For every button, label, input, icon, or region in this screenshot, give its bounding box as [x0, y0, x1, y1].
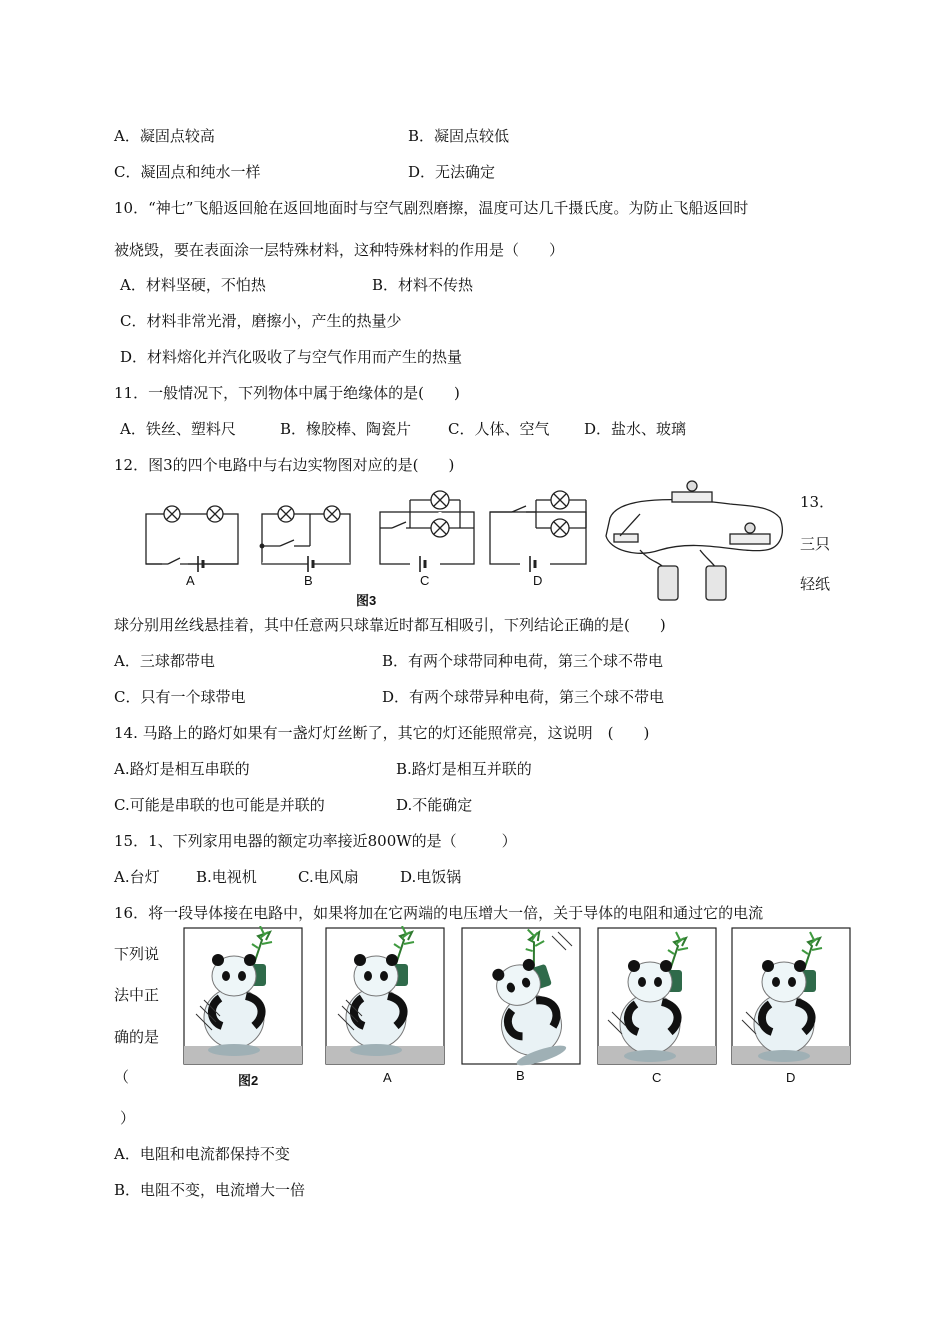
q13-option-b: B．有两个球带同种电荷，第三个球不带电: [382, 652, 664, 670]
q11-option-b: B．橡胶棒、陶瓷片: [280, 420, 412, 438]
panda-panel-a: [326, 926, 444, 1064]
circuit-label-c: C: [420, 573, 430, 588]
panda-panel-fig2: [184, 926, 302, 1064]
panda-label-a: A: [383, 1070, 392, 1085]
q13-option-a: A．三球都带电: [114, 652, 215, 670]
circuit-c-diagram: [380, 491, 474, 572]
q11-stem: 11．一般情况下，下列物体中属于绝缘体的是( ): [114, 384, 460, 402]
q14-option-b: B.路灯是相互并联的: [396, 760, 532, 778]
circuit-label-a: A: [186, 573, 195, 588]
panda-label-fig2: 图2: [238, 1073, 259, 1088]
q16-option-b: B．电阻不变，电流增大一倍: [114, 1181, 306, 1199]
q12-stem: 12．图3的四个电路中与右边实物图对应的是( ): [114, 456, 455, 474]
circuit-label-b: B: [304, 573, 313, 588]
q10-stem-line1: 10．“神七”飞船返回舱在返回地面时与空气剧烈磨擦，温度可达几千摄氏度。为防止飞船返回时: [114, 199, 749, 217]
q16-option-a: A．电阻和电流都保持不变: [114, 1145, 290, 1163]
q11-option-c: C．人体、空气: [448, 420, 550, 438]
panda-label-b: B: [516, 1068, 525, 1083]
q9-option-b: B．凝固点较低: [408, 127, 510, 145]
panda-panel-c: [598, 928, 716, 1064]
q10-option-d: D．材料熔化并汽化吸收了与空气作用而产生的热量: [120, 348, 463, 366]
q16-text-piece-3: 确的是: [114, 1028, 160, 1046]
q10-option-c: C．材料非常光滑，磨擦小，产生的热量少: [120, 312, 402, 330]
q14-option-a: A.路灯是相互串联的: [114, 760, 250, 778]
circuit-figure: [140, 478, 788, 610]
q13-text-piece-1: 三只: [800, 535, 831, 553]
q10-option-a: A．材料坚硬，不怕热: [120, 276, 266, 294]
circuit-b-diagram: [260, 506, 350, 572]
q16-text-piece-2: 法中正: [114, 986, 160, 1004]
panda-label-c: C: [652, 1070, 662, 1085]
q13-number: 13．: [800, 493, 835, 511]
q11-option-d: D．盐水、玻璃: [584, 420, 687, 438]
q9-option-a: A．凝固点较高: [114, 127, 215, 145]
q11-option-a: A．铁丝、塑料尺: [120, 420, 236, 438]
q9-option-d: D．无法确定: [408, 163, 496, 181]
panda-figure: [182, 926, 852, 1068]
q13-text-piece-2: 轻纸: [800, 575, 831, 593]
panda-panel-b: [462, 926, 580, 1068]
q14-stem: 14. 马路上的路灯如果有一盏灯灯丝断了，其它的灯还能照常亮，这说明 ( ): [114, 724, 650, 742]
q15-stem: 15．1、下列家用电器的额定功率接近800W的是（ ）: [114, 832, 517, 850]
q15-option-b: B.电视机: [196, 868, 257, 886]
q15-option-d: D.电饭锅: [400, 868, 462, 886]
physical-circuit-picture: [606, 481, 782, 600]
q9-option-c: C．凝固点和纯水一样: [114, 163, 261, 181]
circuit-d-diagram: [490, 491, 586, 572]
q13-stem-line2: 球分别用丝线悬挂着，其中任意两只球靠近时都互相吸引，下列结论正确的是( ): [114, 616, 666, 634]
q10-stem-line2: 被烧毁，要在表面涂一层特殊材料，这种特殊材料的作用是（ ）: [114, 241, 565, 259]
figure-3-caption: 图3: [356, 593, 377, 608]
q10-option-b: B．材料不传热: [372, 276, 474, 294]
circuit-label-d: D: [533, 573, 543, 588]
q16-text-piece-4: （: [114, 1068, 130, 1086]
q13-option-c: C．只有一个球带电: [114, 688, 246, 706]
q16-text-piece-5: ）: [120, 1109, 136, 1127]
q16-text-piece-1: 下列说: [114, 945, 160, 963]
q14-option-d: D.不能确定: [396, 796, 473, 814]
q16-stem: 16．将一段导体接在电路中，如果将加在它两端的电压增大一倍，关于导体的电阻和通过它的电流: [114, 904, 764, 922]
q14-option-c: C.可能是串联的也可能是并联的: [114, 796, 325, 814]
q15-option-a: A.台灯: [114, 868, 160, 886]
panda-label-d: D: [786, 1070, 796, 1085]
circuit-a-diagram: [146, 506, 238, 572]
panda-panel-d: [732, 928, 850, 1064]
q13-option-d: D．有两个球带异种电荷，第三个球不带电: [382, 688, 665, 706]
q15-option-c: C.电风扇: [298, 868, 359, 886]
